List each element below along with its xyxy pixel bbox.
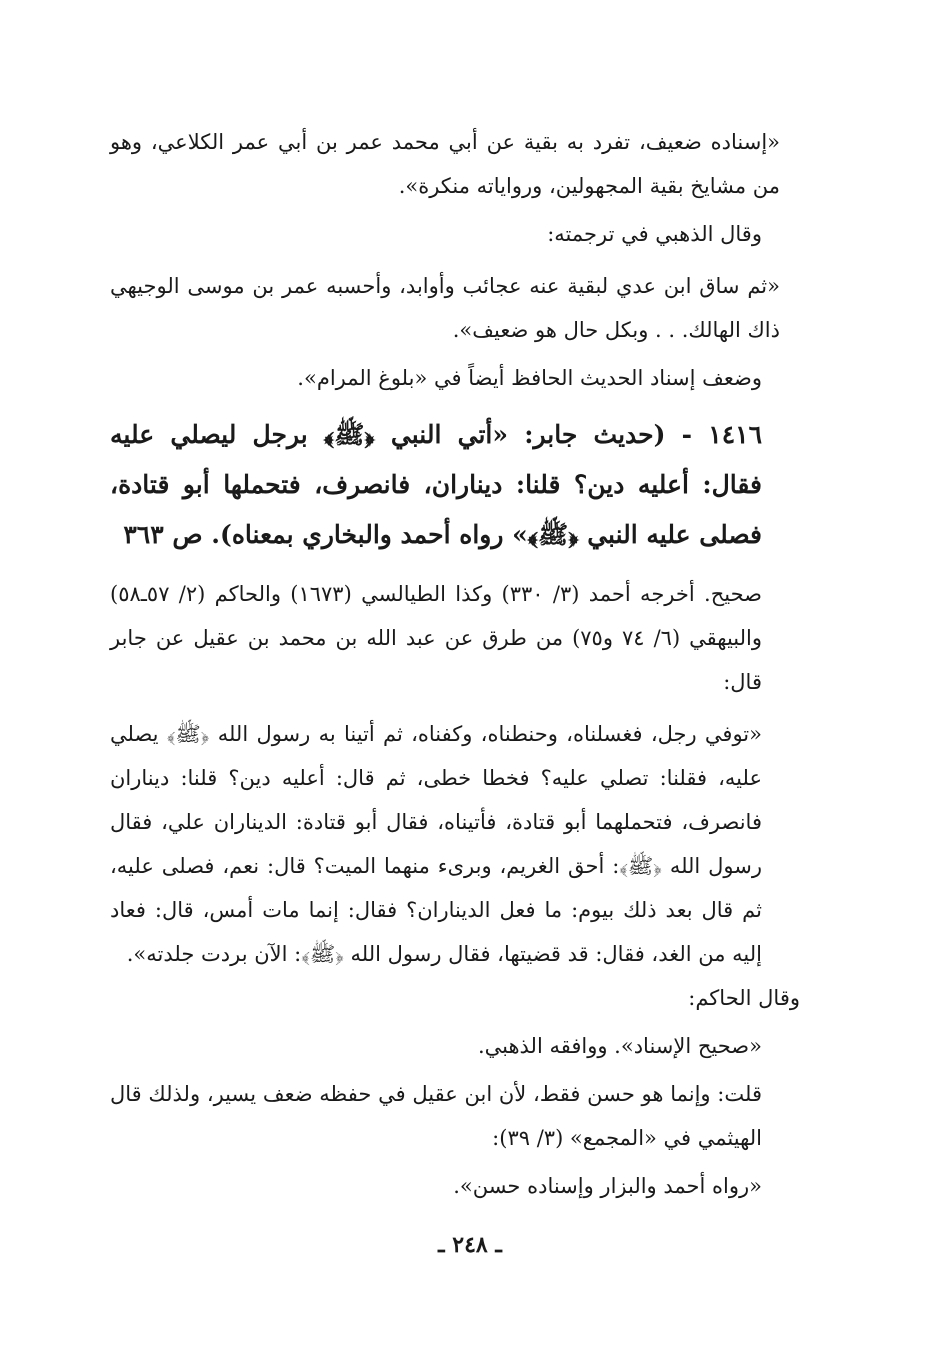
hakim-intro: وقال الحاكم: xyxy=(688,986,800,1010)
takhrij-paragraph: صحيح. أخرجه أحمد (٣/ ٣٣٠) وكذا الطيالسي (١٦٧٣) والحاكم (٢/ ٥٧ـ٥٨) والبيهقي (٦/ ٧٤ و٧٥) من طرق عن عبد الله بن محمد بن عقيل عن جابر قال: xyxy=(110,582,762,694)
quote-ibn-adi-isnad: «إسناده ضعيف، تفرد به بقية عن أبي محمد عمر بن أبي عمر الكلاعي، وهو من مشايخ بقية المجهولين، ورواياته منكرة». xyxy=(110,130,780,198)
quote-jabir-narration: «توفي رجل، فغسلناه، وحنطناه، وكفناه، ثم أتينا به رسول الله ﴿ﷺ﴾ يصلي عليه، فقلنا: تصلي عليه؟ فخطا خطى، ثم قال: أعليه دين؟ قلنا: ديناران فانصرف، فتحملهما أبو قتادة، فأتيناه، فقال أبو قتادة: الديناران علي، فقال رسول الله ﴿ﷺ﴾: أحق الغريم، وبرىء منهما الميت؟ قال: نعم، فصلى عليه، ثم قال بعد ذلك بيوم: ما فعل الديناران؟ فقال: إنما مات أمس، قال: فعاد إليه من الغد، فقال: قد قضيتها، فقال رسول الله ﴿ﷺ﴾: الآن بردت جلدته». xyxy=(110,722,762,966)
quote-dhahabi: «ثم ساق ابن عدي لبقية عنه عجائب وأوابد، وأحسبه عمر بن موسى الوجيهي ذاك الهالك. . . وبكل حال هو ضعيف». xyxy=(110,274,780,342)
hadith-1416: ١٤١٦ - (حديث جابر: «أتي النبي ﴿ﷺ﴾ برجل ليصلي عليه فقال: أعليه دين؟ قلنا: ديناران، فانصرف، فتحملها أبو قتادة، فصلى عليه النبي ﴿ﷺ﴾» رواه أحمد والبخاري بمعناه). ص ٣٦٣ xyxy=(110,420,762,549)
quote-hakim: «صحيح الإسناد». ووافقه الذهبي. xyxy=(477,1034,762,1058)
page-body xyxy=(110,120,800,1208)
dhahabi-intro: وقال الذهبي في ترجمته: xyxy=(547,222,762,246)
quote-haythami: «رواه أحمد والبزار وإسناده حسن». xyxy=(453,1174,762,1198)
author-comment: قلت: وإنما هو حسن فقط، لأن ابن عقيل في حفظه ضعف يسير، ولذلك قال الهيثمي في «المجمع» (٣/ ٣٩): xyxy=(110,1082,762,1150)
hafiz-weakening-note: وضعف إسناد الحديث الحافظ أيضاً في «بلوغ المرام». xyxy=(297,366,762,390)
page-number: ـ ٢٤٨ ـ xyxy=(438,1232,502,1258)
